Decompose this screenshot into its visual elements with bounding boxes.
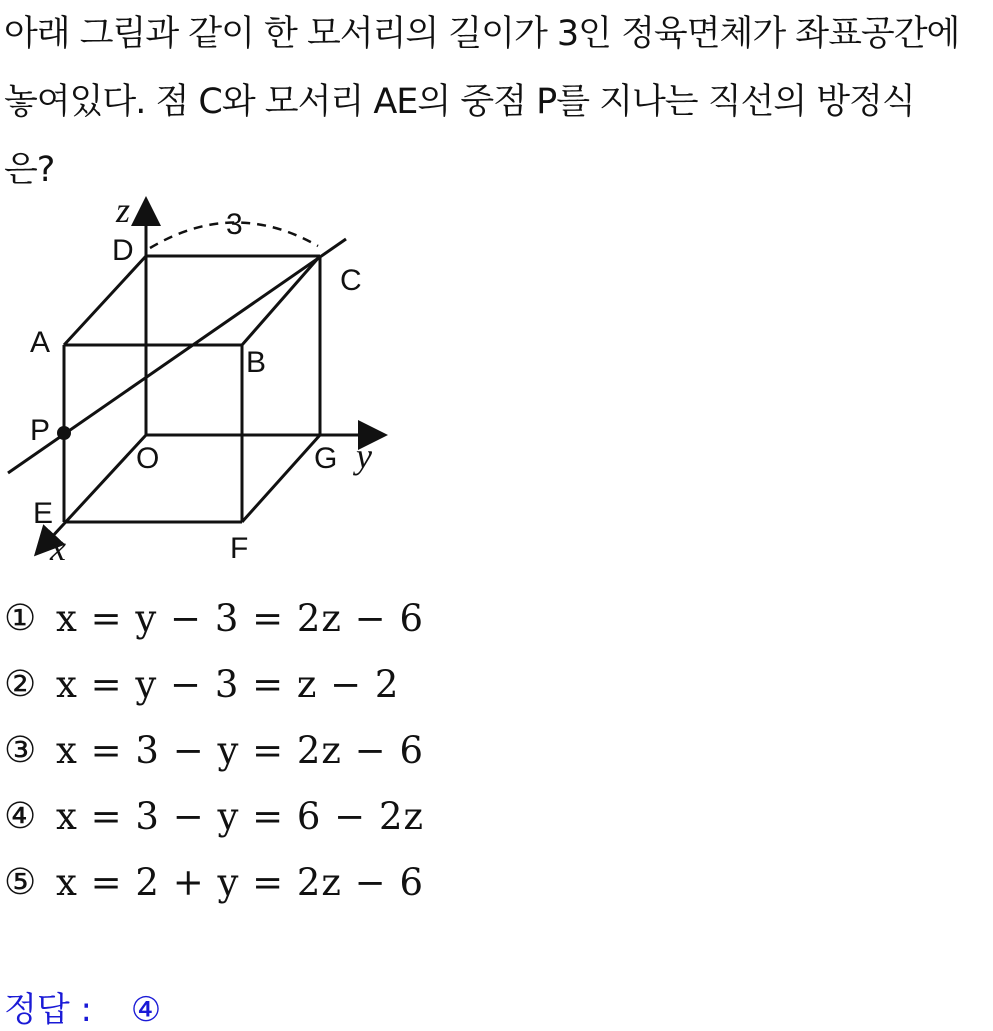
edge-FG (242, 435, 320, 522)
choice-2-mark: ② (4, 663, 37, 705)
choice-1[interactable] (4, 585, 424, 651)
choice-3[interactable] (4, 717, 424, 783)
choice-1-mark: ① (4, 597, 37, 639)
choice-5-equation: x = 2 + y = 2z − 6 (56, 860, 424, 904)
choice-5-mark: ⑤ (4, 861, 37, 903)
choice-3-mark: ③ (4, 729, 37, 771)
cube-diagram (0, 190, 400, 570)
label-G: G (314, 442, 338, 475)
label-y-axis: y (356, 436, 372, 476)
choice-2[interactable] (4, 651, 424, 717)
label-A: A (30, 326, 51, 359)
answer-value: ④ (130, 990, 162, 1030)
choice-2-equation: x = y − 3 = z − 2 (56, 662, 400, 706)
label-B: B (246, 346, 267, 379)
label-x-axis: x (50, 528, 66, 568)
answer-label: 정답 : (4, 990, 92, 1030)
label-z-axis: z (116, 190, 131, 230)
question-line-2: 놓여있다. 점 C와 모서리 AE의 중점 P를 지나는 직선의 방정식 (4, 82, 915, 122)
choice-4-mark: ④ (4, 795, 37, 837)
question-line-1: 아래 그림과 같이 한 모서리의 길이가 3인 정육면체가 좌표공간에 (4, 14, 960, 54)
label-F: F (230, 532, 249, 565)
answer-choices (4, 585, 424, 915)
choice-1-equation: x = y − 3 = 2z − 6 (56, 596, 424, 640)
question-text (4, 0, 989, 204)
choice-3-equation: x = 3 − y = 2z − 6 (56, 728, 424, 772)
point-P (57, 426, 71, 440)
label-E: E (33, 497, 54, 530)
line-PC (8, 239, 346, 473)
label-P: P (30, 414, 51, 447)
edge-AD (64, 256, 146, 345)
choice-4[interactable] (4, 783, 424, 849)
edge-BC (242, 256, 320, 345)
label-O: O (136, 442, 160, 475)
label-C: C (340, 264, 362, 297)
cube-figure (0, 190, 400, 570)
choice-4-equation: x = 3 − y = 6 − 2z (56, 794, 424, 838)
question-line-3: 은? (4, 150, 55, 190)
answer-line (4, 982, 161, 1031)
choice-5[interactable] (4, 849, 424, 915)
label-edge-length: 3 (226, 208, 243, 241)
label-D: D (112, 234, 134, 267)
